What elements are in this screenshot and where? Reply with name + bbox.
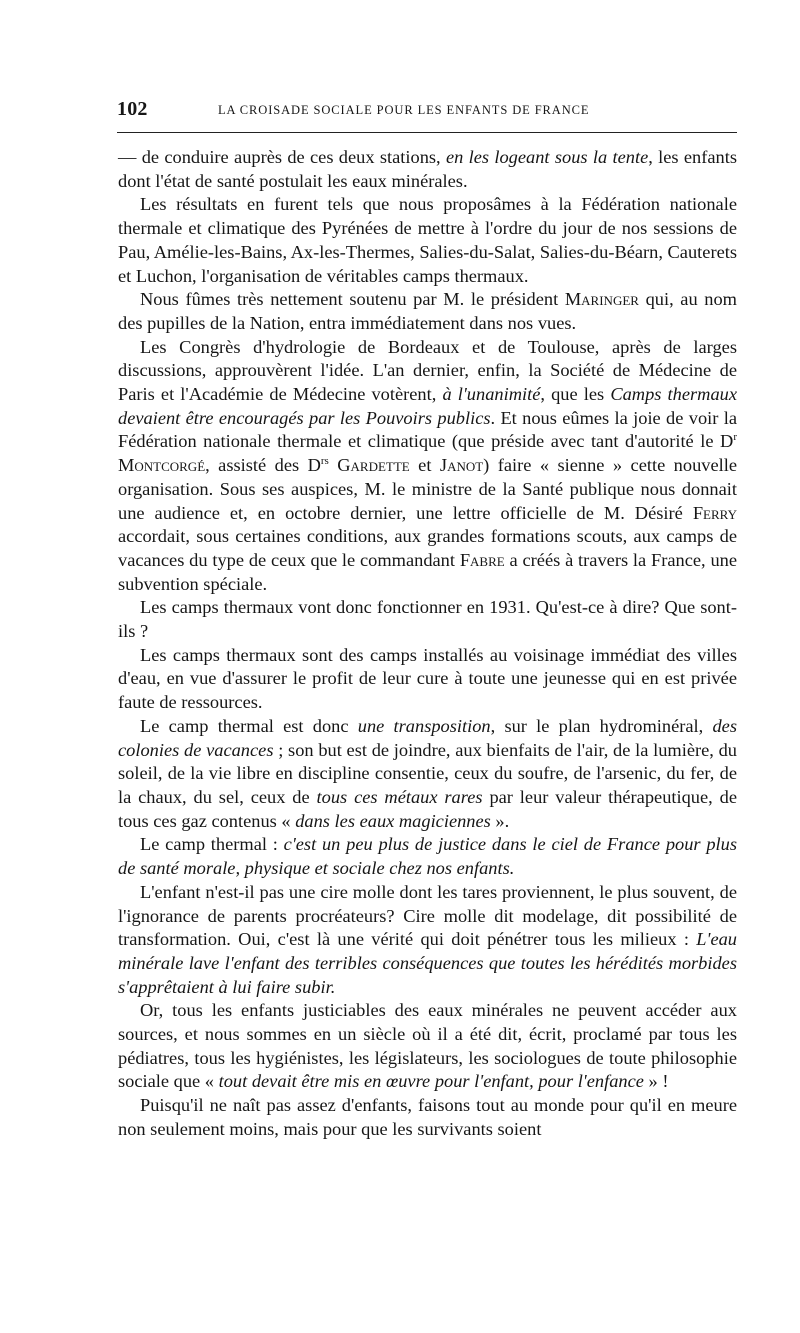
paragraph-2: Les résultats en furent tels que nous proposâmes à la Fédération nationale thermale et climatique des Pyrénées de mettre à l'ordre du jour de nos sessions de Pau, Amélie-les-Bains, Ax-les-Thermes, Salies-du-Salat, Salies-du-Béarn, Cauterets et Luchon, l'organisation de véritables camps thermaux. [118,194,737,286]
paragraph-9: L'enfant n'est-il pas une cire molle dont les tares proviennent, le plus souvent, de l'ignorance de parents procréateurs? Cire molle dit modelage, dit possibilité de transformation. Oui, c'est là une vérité qui doit pénétrer tous les milieux : L'eau minérale lave l'enfant des terribles conséquences que toutes les hérédités morbides s'apprêtaient à lui faire subir. [118,881,737,997]
paragraph-10: Or, tous les enfants justiciables des eaux minérales ne peuvent accéder aux sources, et nous sommes en un siècle où il a été dit, écrit, proclamé par tous les pédiatres, tous les hygiénistes, les législateurs, les sociologues de toute philosophie sociale que « tout devait être mis en œuvre pour l'enfant, pour l'enfance » ! [118,1000,737,1092]
body-text [118,146,737,1142]
paragraph-7: Le camp thermal est donc une transposition, sur le plan hydrominéral, des colonies de vacances ; son but est de joindre, aux bienfaits de l'air, de la lumière, du soleil, de la vie libre en discipline consentie, ceux du soufre, de l'arsenic, du fer, de la chaux, du sel, ceux de tous ces métaux rares par leur valeur thérapeutique, de tous ces gaz contenus « dans les eaux magiciennes ». [118,715,737,831]
paragraph-6: Les camps thermaux sont des camps installés au voisinage immédiat des villes d'eau, en vue d'assurer le profit de leur cure à toute une jeunesse qui en est privée faute de ressources. [118,644,737,713]
running-title: LA CROISADE SOCIALE POUR LES ENFANTS DE FRANCE [218,103,590,117]
paragraph-8: Le camp thermal : c'est un peu plus de justice dans le ciel de France pour plus de santé morale, physique et sociale chez nos enfants. [118,834,738,879]
paragraph-11: Puisqu'il ne naît pas assez d'enfants, faisons tout au monde pour qu'il en meure non seulement moins, mais pour que les survivants soient [118,1095,737,1139]
paragraph-3: Nous fûmes très nettement soutenu par M. le président Maringer qui, au nom des pupilles de la Nation, entra immédiatement dans nos vues. [118,289,737,333]
paragraph-4: Les Congrès d'hydrologie de Bordeaux et de Toulouse, après de larges discussions, approuvèrent l'idée. L'an dernier, enfin, la Société de Médecine de Paris et l'Académie de Médecine votèrent, à l'unanimité, que les Camps thermaux devaient être encouragés par les Pouvoirs publics. Et nous eûmes la joie de voir la Fédération nationale thermale et climatique (que préside avec tant d'autorité le $D^r$ Montcorgé, assisté des $D^{rs}$ Gardette et Janot) faire « sienne » cette nouvelle organisation. Sous ses auspices, M. le ministre de la Santé publique nous donnait une audience et, en octobre dernier, une lettre officielle de M. Désiré Ferry accordait, sous certaines conditions, aux grandes formations scouts, aux camps de vacances du type de ceux que le commandant Fabre a créés à travers la France, une subvention spéciale. [118,336,738,594]
paragraph-1: — de conduire auprès de ces deux stations, en les logeant sous la tente, les enfants dont l'état de santé postulait les eaux minérales. [118,147,737,191]
header-rule [117,132,737,133]
paragraph-5: Les camps thermaux vont donc fonctionner en 1931. Qu'est-ce à dire? Que sont-ils ? [118,597,737,642]
page-number: 102 [117,98,148,120]
